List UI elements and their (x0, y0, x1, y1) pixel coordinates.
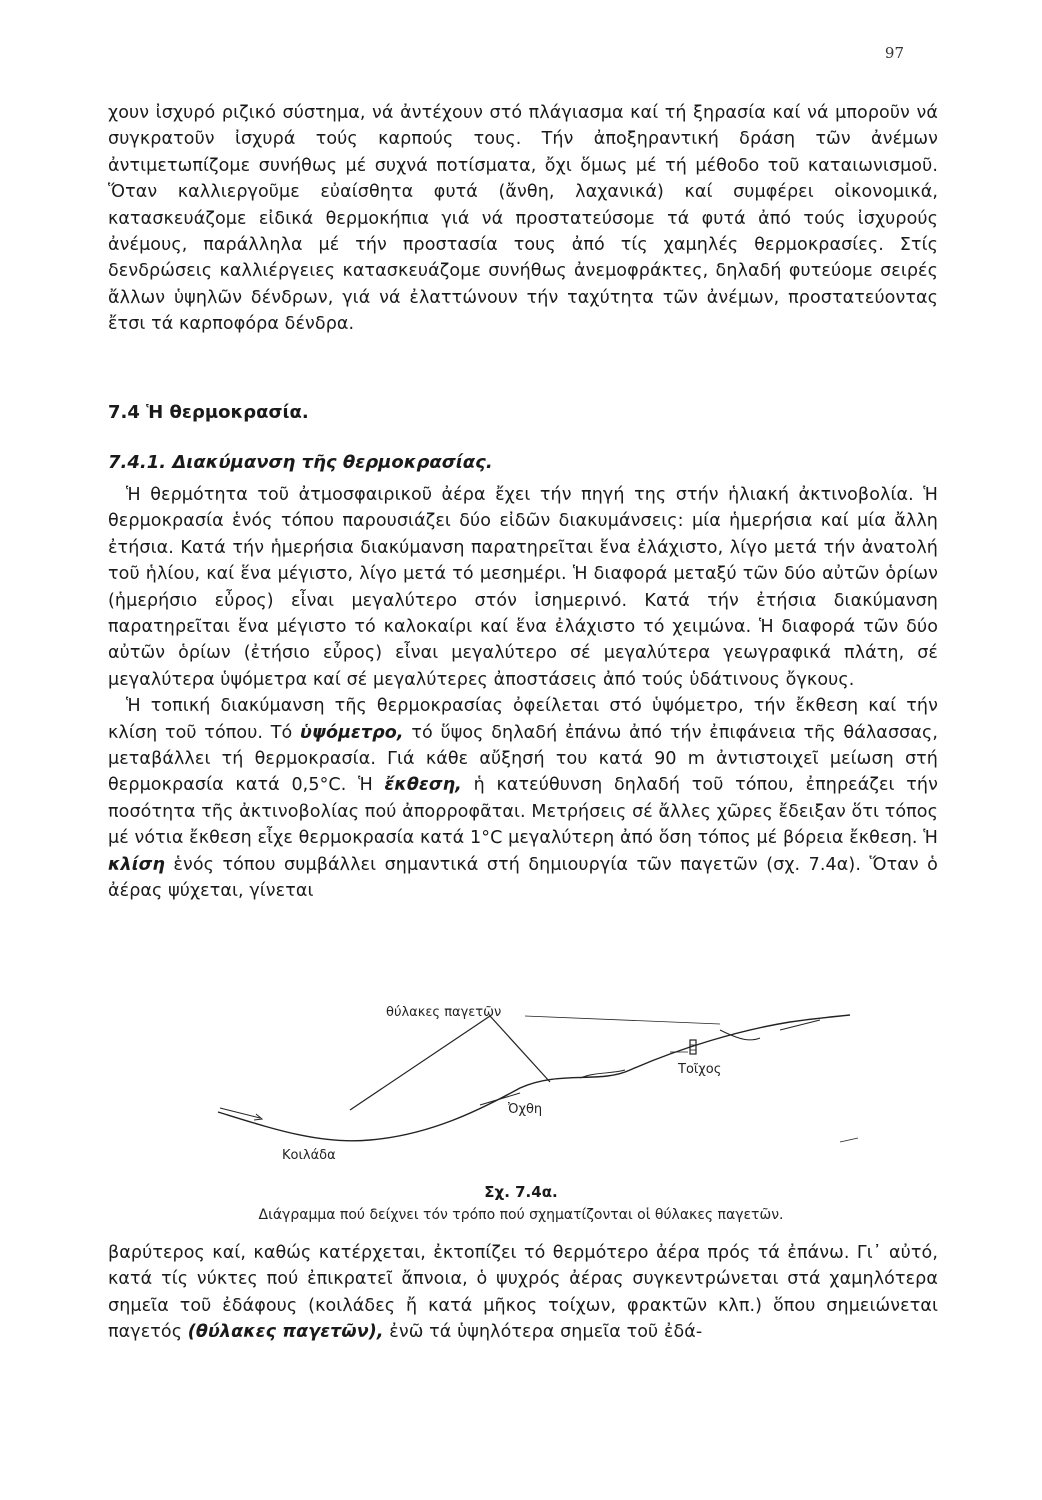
intro-paragraph-text: χουν ἰσχυρό ριζικό σύστημα, νά ἀντέχουν στό πλάγιασμα καί τή ξηρασία καί νά μποροῦν νά συγκρατοῦν ἰσχυρά τούς καρπούς τους. Τήν ἀποξηραντική δράση τῶν ἀνέμων ἀντιμετωπίζομε συνήθως μέ συχνά ποτίσματα, ὄχι ὅμως μέ τή μέθοδο τοῦ καταιωνισμοῦ. Ὅταν καλλιεργοῦμε εὐαίσθητα φυτά (ἄνθη, λαχανικά) καί συμφέρει οἰκονομικά, κατασκευάζομε εἰδικά θερμοκήπια γιά νά προστατεύσομε τά φυτά ἀπό τούς ἰσχυρούς ἀνέμους, παράλληλα μέ τήν προστασία τους ἀπό τίς χαμηλές θερμοκρασίες. Στίς δενδρώσεις καλλιέργειες κατασκευάζομε συνήθως ἀνεμοφράκτες, δηλαδή φυτεύομε σειρές ἄλλων ὑψηλῶν δένδρων, γιά νά ἐλαττώνουν τήν ταχύτητα τῶν ἀνέμων, προστατεύοντας ἔτσι τά καρποφόρα δένδρα. (108, 103, 938, 335)
pointer-line-bank (490, 1016, 550, 1082)
cold-air-paragraph (108, 1240, 938, 1346)
pointer-line-valley (350, 1016, 490, 1110)
paragraph-3-part-2: τό ὕψος δηλαδή ἐπάνω ἀπό τήν ἐπιφάνεια τῆς θάλασσας, μεταβάλλει τή θερμοκρασία. Γιά κάθε αὔξησή του κατά 90 m ἀντιστοιχεῖ μείωση στή θερμοκρασία κατά 0,5°C. Ἡ (108, 722, 938, 796)
term-frost-pockets: (θύλακες παγετῶν), (187, 1322, 384, 1343)
paragraph-daily-annual-variation: Ἡ θερμότητα τοῦ ἀτμοσφαιρικοῦ ἀέρα ἔχει τήν πηγή της στήν ἡλιακή ἀκτινοβολία. Ἡ θερμοκρασία ἑνός τόπου παρουσιάζει δύο εἰδῶν διακυμάνσεις: μία ἡμερήσια καί μία ἄλλη ἐτήσια. Κατά τήν ἡμερήσια διακύμανση παρατηρεῖται ἕνα ἐλάχιστο, λίγο μετά τήν ἀνατολή τοῦ ἡλίου, καί ἕνα μέγιστο, λίγο μετά τό μεσημέρι. Ἡ διαφορά μεταξύ τῶν δύο αὐτῶν ὁρίων (ἡμερήσιο εὖρος) εἶναι μεγαλύτερο στόν ἰσημερινό. Κατά τήν ἐτήσια διακύμανση παρατηρεῖται ἕνα μέγιστο τό καλοκαίρι καί ἕνα ἐλάχιστο τό χειμώνα. Ἡ διαφορά τῶν δύο αὐτῶν ὁρίων (ἐτήσιο εὖρος) εἶναι μεγαλύτερο σέ μεγαλύτερα γεωγραφικά πλάτη, σέ μεγαλύτερα ὑψόμετρα καί σέ μεγαλύτερες ἀποστάσεις ἀπό τούς ὑδάτινους ὄγκους. (108, 485, 938, 690)
paragraph-3-part-1: Ἡ τοπική διακύμανση τῆς θερμοκρασίας ὀφείλεται στό ὑψόμετρο, τήν ἔκθεση καί τήν κλίση τοῦ τόπου. Τό (108, 696, 938, 743)
subsection-heading (108, 452, 493, 473)
edge-tick (840, 1138, 858, 1142)
section-number: 7.4 (108, 402, 140, 423)
paragraph-local-variation (108, 693, 938, 904)
label-wall: Τοῖχος (678, 1062, 722, 1077)
cold-air-flow-arrow-left (220, 1108, 260, 1118)
cold-air-flow-arrow-top (780, 1020, 820, 1030)
pointer-line-wall (525, 1016, 720, 1024)
subsection-title: Διακύμανση τῆς θερμοκρασίας. (172, 452, 493, 473)
paragraph-3-part-4: ἑνός τόπου συμβάλλει σημαντικά στή δημιουργία τῶν παγετῶν (σχ. 7.4α). Ὅταν ὁ ἀέρας ψύχεται, γίνεται (108, 854, 938, 902)
term-slope: κλίση (108, 854, 165, 875)
term-altitude: ὑψόμετρο, (300, 722, 404, 743)
frost-pocket-diagram (200, 1000, 860, 1170)
term-exposure: ἔκθεση, (384, 775, 462, 796)
terrain-drawing (200, 1000, 860, 1170)
label-valley: Κοιλάδα (282, 1148, 336, 1163)
label-frost-pockets: θύλακες παγετῶν (386, 1005, 502, 1020)
cold-air-flow-arrow-right (720, 1030, 760, 1040)
paragraph-cold-air (108, 1240, 938, 1346)
ground-profile-line (218, 1015, 850, 1141)
section-title: Ἡ θερμοκρασία. (146, 402, 309, 423)
section-heading (108, 402, 309, 423)
label-bank: Ὀχθη (508, 1102, 543, 1117)
paragraph-4-part-2: ἐνῶ τά ὑψηλότερα σημεῖα τοῦ ἐδά- (383, 1322, 703, 1343)
figure-number: Σχ. 7.4α. (484, 1183, 558, 1201)
paragraph-4-part-1: βαρύτερος καί, καθώς κατέρχεται, ἐκτοπίζει τό θερμότερο ἀέρα πρός τά ἐπάνω. Γι᾽ αὐτό, κατά τίς νύκτες πού ἐπικρατεῖ ἄπνοια, ὁ ψυχρός ἀέρας συγκεντρώνεται στά χαμηλότερα σημεῖα τοῦ ἐδάφους (κοιλάδες ἤ κατά μῆκος τοίχων, φρακτῶν κλπ.) ὅπου σημειώνεται παγετός (108, 1243, 938, 1343)
subsection-number: 7.4.1. (108, 452, 167, 473)
intro-paragraph (108, 100, 938, 338)
page-number: 97 (884, 44, 904, 62)
temperature-paragraphs (108, 482, 938, 905)
paragraph-3-part-3: ἡ κατεύθυνση δηλαδή τοῦ τόπου, ἐπηρεάζει τήν ποσότητα τῆς ἀκτινοβολίας πού ἀπορροφᾶται. Μετρήσεις σέ ἄλλες χῶρες ἔδειξαν ὅτι τόπος μέ νότια ἔκθεση εἶχε θερμοκρασία κατά 1°C μεγαλύτερη ἀπό ὅση τόπος μέ βόρεια ἔκθεση. Ἡ (108, 775, 938, 849)
figure-caption: Διάγραμμα πού δείχνει τόν τρόπο πού σχηματίζονται οἱ θύλακες παγετῶν. (258, 1207, 784, 1223)
